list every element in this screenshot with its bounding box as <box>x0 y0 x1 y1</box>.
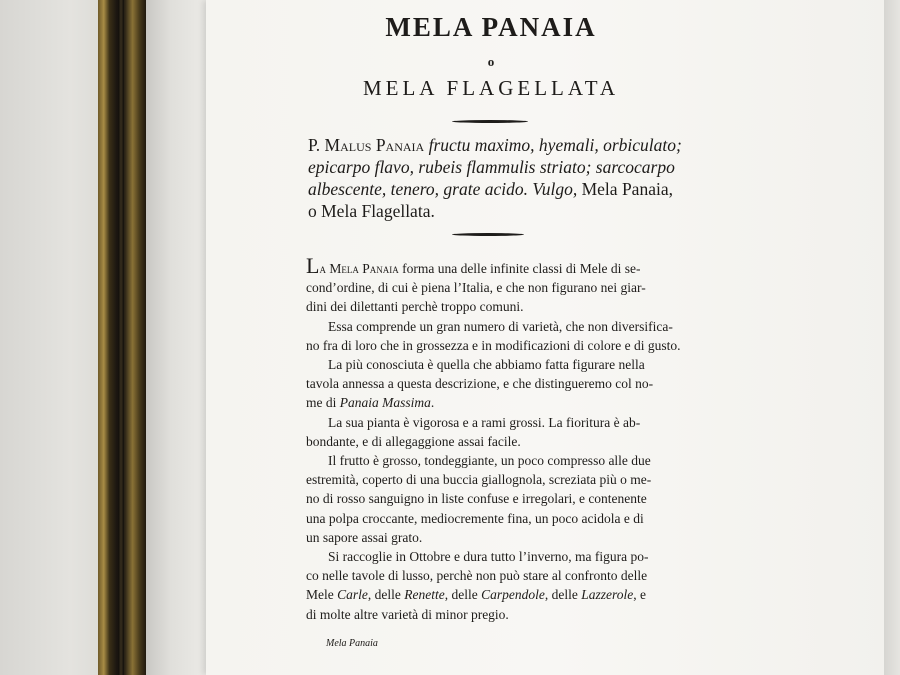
body-text-run: Mele <box>306 587 338 603</box>
latin-species: Malus Panaia <box>324 135 425 155</box>
latin-prefix: P. <box>308 135 325 155</box>
page-subtitle: MELA FLAGELLATA <box>362 76 620 100</box>
variety-name: Carle <box>337 587 368 603</box>
latin-text: fructu maximo, hyemali, orbiculato; <box>428 135 682 155</box>
body-text-run: , e <box>633 587 647 603</box>
paragraph-2-line-1: Essa comprende un gran numero di varietà, che non diversifica- <box>328 318 673 334</box>
variety-name: Renette <box>404 587 445 603</box>
paragraph-3-line-1: La più conosciuta è quella che abbiamo fatta figurare nella <box>328 357 645 373</box>
page-caption: Mela Panaia <box>326 638 378 649</box>
paragraph-5-line-3: no di rosso sanguigno in liste confuse e irregolari, e contenente <box>306 491 647 507</box>
paragraph-4-line-2: bondante, e di allegaggione assai facile. <box>306 433 521 449</box>
latin-line-2: epicarpo flavo, rubeis flammulis striato; sarcocarpo <box>308 157 675 177</box>
page-edge <box>884 0 900 675</box>
paragraph-5-line-2: estremità, coperto di una buccia giallognola, screziata più o me- <box>306 472 652 488</box>
paragraph-5-line-5: un sapore assai grato. <box>306 529 423 545</box>
latin-text: Mela Panaia, <box>577 179 673 199</box>
body-text-run: . <box>430 395 435 411</box>
variety-name: Carpendole <box>481 587 545 603</box>
paragraph-5-line-1: Il frutto è grosso, tondeggiante, un poco compresso alle due <box>328 453 651 469</box>
paragraph-6-line-2: co nelle tavole di lusso, perchè non può stare al confronto delle <box>306 568 648 584</box>
latin-line-3 <box>308 178 688 200</box>
body-text <box>306 253 686 624</box>
page-gutter <box>146 0 208 675</box>
paragraph-3-line-2: tavola annessa a questa descrizione, e che distingueremo col no- <box>306 376 654 392</box>
paragraph-6-line-1: Si raccoglie in Ottobre e dura tutto l’inverno, ma figura po- <box>328 549 649 565</box>
paragraph-1-line-1 <box>306 253 686 278</box>
paragraph-4-line-1: La sua pianta è vigorosa e a rami grossi. La fioritura è ab- <box>328 414 641 430</box>
ornamental-rule-bottom <box>452 233 524 236</box>
body-text-run: , delle <box>444 587 482 603</box>
body-text-run: , delle <box>544 587 582 603</box>
paragraph-6-line-3 <box>306 585 686 604</box>
paragraph-1-line-2: cond’ordine, di cui è piena l’Italia, e che non figurano nei giar- <box>306 280 646 296</box>
body-text-run: , delle <box>367 587 405 603</box>
paragraph-2-line-2: no fra di loro che in grossezza e in modificazioni di colore e di gusto. <box>306 337 681 353</box>
ornamental-rule-top <box>452 120 528 123</box>
body-text-run: me di <box>306 395 340 411</box>
variety-name: Lazzerole <box>581 587 634 603</box>
latin-line-1 <box>308 134 688 156</box>
latin-line-4: o Mela Flagellata. <box>308 201 435 221</box>
latin-text: albescente, tenero, grate acido. Vulgo, <box>308 179 578 199</box>
paragraph-5-line-4: una polpa croccante, mediocremente fina, un poco acidola e di <box>306 510 644 526</box>
paragraph-1-line-3: dini dei dilettanti perchè troppo comuni. <box>306 299 524 315</box>
title-conjunction: o <box>487 54 495 69</box>
body-text-run: forma una delle infinite classi di Mele di se- <box>398 261 641 276</box>
drop-initial: L <box>306 253 320 278</box>
page-title: MELA PANAIA <box>385 12 597 42</box>
gilt-frame-rail <box>98 0 146 675</box>
paragraph-6-line-4: di molte altre varietà di minor pregio. <box>306 606 509 622</box>
body-smallcaps: a Mela Panaia <box>319 261 399 276</box>
paragraph-3-line-3 <box>306 393 686 412</box>
variety-name: Panaia Massima <box>339 395 431 411</box>
latin-description <box>308 134 688 222</box>
